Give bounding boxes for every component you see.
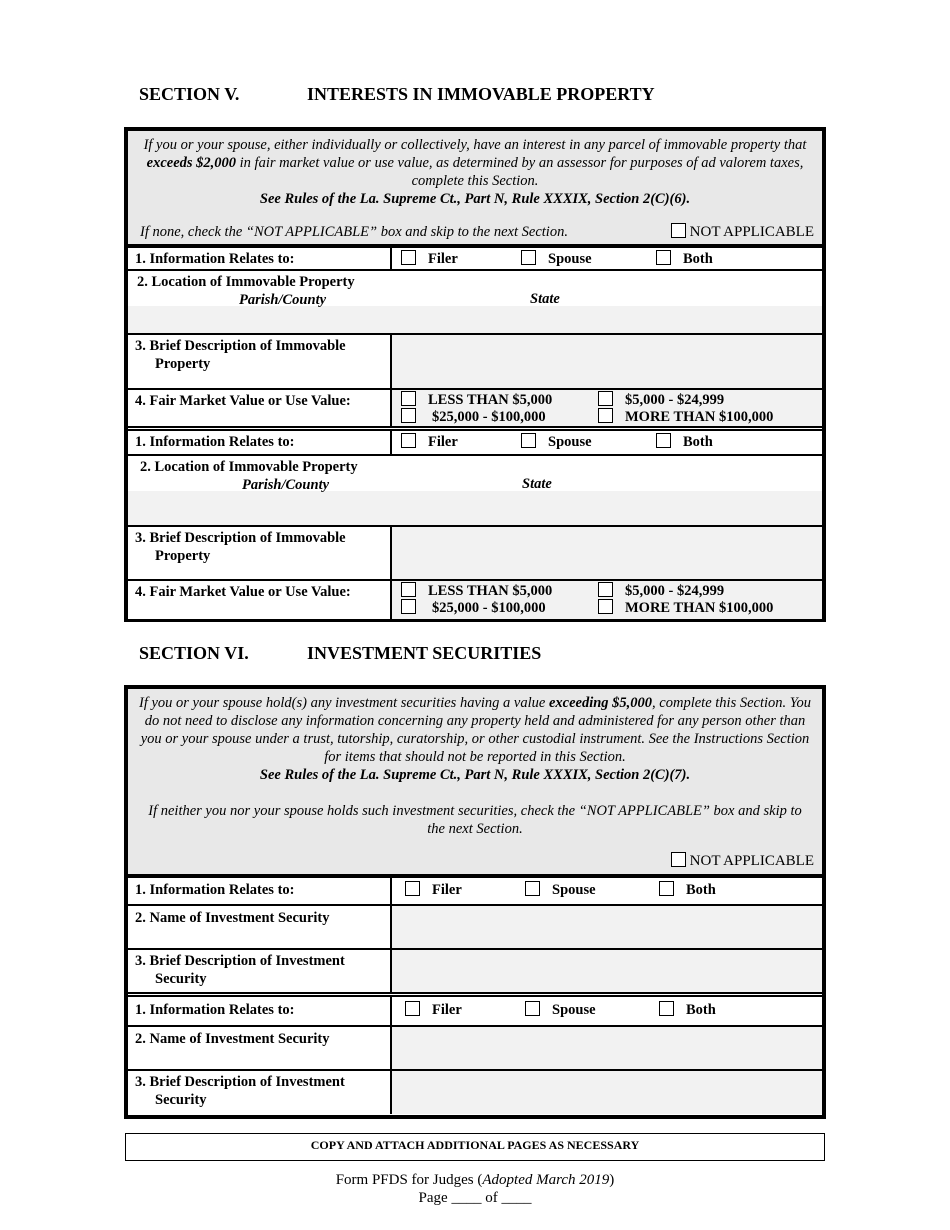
section-5-title: INTERESTS IN IMMOVABLE PROPERTY [307,84,655,104]
filer-checkbox[interactable] [405,881,420,896]
section-6-intro-bold: exceeding $5,000 [548,695,653,711]
s6-e2-name-row [128,1025,822,1069]
s6-e1-relates-label: 1. Information Relates to: [128,878,392,904]
s5-e2-relates-row [128,426,822,454]
form-adopted-date: Adopted March 2019 [482,1172,610,1188]
both-checkbox[interactable] [659,881,674,896]
s6-e2-relates-label: 1. Information Relates to: [128,997,392,1025]
s5-e1-value-row [128,388,822,426]
parish-county-label: Parish/County [239,292,327,308]
s5-e1-v2-option[interactable] [598,391,724,409]
page-total-blank[interactable]: ____ [501,1190,532,1206]
s6-e2-name-input[interactable] [392,1027,822,1069]
s5-e1-description-input[interactable] [392,335,822,388]
s5-e1-value-label: 4. Fair Market Value or Use Value: [128,390,392,426]
value-checkbox[interactable] [598,391,613,406]
s6-e1-name-row [128,904,822,948]
value-checkbox[interactable] [401,408,416,423]
s5-e1-relates-options [392,248,822,269]
s5-e1-location-label [128,271,392,306]
value-label: $25,000 - $100,000 [432,409,546,425]
filer-label: Filer [432,882,462,898]
spouse-label: Spouse [548,251,592,267]
description-label-2: Security [155,1092,207,1108]
filer-label: Filer [432,1002,462,1018]
s6-e1-relates-row [128,874,822,904]
section-5-not-applicable[interactable] [671,223,814,241]
s5-e2-spouse-option[interactable] [521,433,592,451]
filer-checkbox[interactable] [401,433,416,448]
value-label: MORE THAN $100,000 [625,409,774,425]
s6-e2-spouse-option[interactable] [525,1001,596,1019]
value-checkbox[interactable] [598,582,613,597]
s5-e1-location-row [128,269,822,306]
section-6-heading [139,643,541,664]
filer-label: Filer [428,434,458,450]
s6-e1-spouse-option[interactable] [525,881,596,899]
spouse-label: Spouse [552,1002,596,1018]
s5-e1-relates-row [128,244,822,269]
state-label: State [530,291,560,307]
value-label: LESS THAN $5,000 [428,392,553,408]
location-label: 2. Location of Immovable Property [137,274,355,290]
s5-e1-filer-option[interactable] [401,250,458,268]
value-checkbox[interactable] [598,408,613,423]
s6-e1-filer-option[interactable] [405,881,462,899]
s6-e1-relates-options [392,878,822,904]
section-5-number: SECTION V. [139,84,240,104]
s6-e1-name-input[interactable] [392,906,822,948]
description-label-1: 3. Brief Description of Investment [135,1074,345,1090]
value-label: $25,000 - $100,000 [432,600,546,616]
s5-e2-description-row [128,525,822,579]
value-checkbox[interactable] [401,599,416,614]
location-label: 2. Location of Immovable Property [140,459,358,475]
section-6-intro-text-b: , complete this Section. You do not need to disclose any information concerning any property held and administered for any person other than you or your spouse under a trust, tutorship, curatorship, or other custodial instrument. See the Instructions Section for items that should not be reported in this Section. [140,695,811,765]
s5-e2-value-options [392,581,822,619]
section-6-title: INVESTMENT SECURITIES [307,643,542,663]
value-label: $5,000 - $24,999 [625,392,725,408]
description-label-1: 3. Brief Description of Immovable [135,338,346,354]
section-6-intro-text-a: If you or your spouse hold(s) any investment securities having a value [139,695,549,711]
state-label: State [522,476,552,492]
filer-label: Filer [428,251,458,267]
spouse-label: Spouse [552,882,596,898]
s6-e2-description-label [128,1071,392,1114]
value-label: MORE THAN $100,000 [625,600,774,616]
s5-e1-spouse-option[interactable] [521,250,592,268]
s6-e1-description-input[interactable] [392,950,822,992]
both-label: Both [683,251,713,267]
s5-e1-description-row [128,333,822,388]
s5-e2-location-label [128,456,392,491]
s5-e2-description-input[interactable] [392,527,822,579]
s6-e1-both-option[interactable] [659,881,716,899]
spouse-checkbox[interactable] [521,433,536,448]
both-checkbox[interactable] [656,250,671,265]
section-6-rule: See Rules of the La. Supreme Ct., Part N, Rule XXXIX, Section 2(C)(7). [259,767,691,783]
both-label: Both [683,434,713,450]
spouse-label: Spouse [548,434,592,450]
s6-e2-name-label: 2. Name of Investment Security [128,1027,392,1069]
spouse-checkbox[interactable] [525,1001,540,1016]
section-5-intro-text-a: If you or your spouse, either individually or collectively, have an interest in any parcel of immovable property that [143,137,807,153]
filer-checkbox[interactable] [405,1001,420,1016]
form-id-close: ) [609,1172,615,1188]
section-6-number: SECTION VI. [139,643,249,663]
section-5-box [124,127,826,622]
s6-e2-filer-option[interactable] [405,1001,462,1019]
parish-county-label: Parish/County [242,477,330,493]
section-5-rule: See Rules of the La. Supreme Ct., Part N, Rule XXXIX, Section 2(C)(6). [259,191,691,207]
spouse-checkbox[interactable] [525,881,540,896]
attach-notice: COPY AND ATTACH ADDITIONAL PAGES AS NECESSARY [125,1133,825,1161]
section-5-none-text: If none, check the “NOT APPLICABLE” box and skip to the next Section. [140,224,568,240]
s6-e2-relates-row [128,992,822,1025]
value-label: LESS THAN $5,000 [428,583,553,599]
s5-e2-relates-label: 1. Information Relates to: [128,431,392,454]
s5-e1-v4-option[interactable] [598,408,773,426]
section-5-intro-bold: exceeds $2,000 [146,155,237,171]
s5-e2-location-input[interactable] [128,491,822,525]
s6-e2-relates-options [392,997,822,1025]
s5-e1-v3-option[interactable] [401,408,546,426]
section-5-intro-text-b: in fair market value or use value, as determined by an assessor for purposes of ad valorem taxes, complete this Section. [236,155,804,189]
s5-e1-description-label [128,335,392,388]
s5-e2-value-label: 4. Fair Market Value or Use Value: [128,581,392,619]
page-number [0,1190,950,1207]
section-6-none-text: If neither you nor your spouse holds such investment securities, check the “NOT APPLICABLE” box and skip to the next Section. [148,803,802,837]
value-checkbox[interactable] [401,582,416,597]
s5-e2-v3-option[interactable] [401,599,546,617]
description-label-2: Property [155,548,211,564]
s5-e2-relates-options [392,431,822,454]
page-of-label: of [485,1190,498,1206]
s5-e1-relates-label: 1. Information Relates to: [128,248,392,269]
section-6-not-applicable[interactable] [671,852,814,870]
s5-e2-description-label [128,527,392,579]
not-applicable-checkbox[interactable] [671,223,686,238]
description-label-2: Property [155,356,211,372]
description-label-1: 3. Brief Description of Investment [135,953,345,969]
description-label-2: Security [155,971,207,987]
s5-e2-v2-option[interactable] [598,582,724,600]
form-id [0,1172,950,1189]
s6-e2-description-input[interactable] [392,1071,822,1114]
filer-checkbox[interactable] [401,250,416,265]
s5-e2-both-option[interactable] [656,433,713,451]
not-applicable-label: NOT APPLICABLE [689,853,814,869]
s5-e2-location-row [128,454,822,491]
s5-e2-v4-option[interactable] [598,599,773,617]
spouse-checkbox[interactable] [521,250,536,265]
page-current-blank[interactable]: ____ [451,1190,482,1206]
page-label: Page [418,1190,448,1206]
s5-e1-value-options [392,390,822,426]
s5-e1-location-input[interactable] [128,306,822,333]
s6-e1-description-label [128,950,392,992]
both-checkbox[interactable] [659,1001,674,1016]
s6-e1-description-row [128,948,822,992]
value-checkbox[interactable] [598,599,613,614]
value-label: $5,000 - $24,999 [625,583,725,599]
not-applicable-checkbox[interactable] [671,852,686,867]
form-id-text: Form PFDS for Judges ( [335,1172,483,1188]
s5-e1-both-option[interactable] [656,250,713,268]
s5-e1-v1-option[interactable] [401,391,552,409]
section-5-intro [128,131,822,244]
not-applicable-label: NOT APPLICABLE [689,224,814,240]
value-checkbox[interactable] [401,391,416,406]
s5-e2-value-row [128,579,822,619]
s6-e1-name-label: 2. Name of Investment Security [128,906,392,948]
description-label-1: 3. Brief Description of Immovable [135,530,346,546]
s5-e1-state-col [392,271,822,306]
section-6-intro [128,689,822,874]
both-label: Both [686,882,716,898]
section-6-box [124,685,826,1119]
s6-e2-description-row [128,1069,822,1114]
section-5-heading [139,84,655,105]
s5-e2-filer-option[interactable] [401,433,458,451]
s6-e2-both-option[interactable] [659,1001,716,1019]
both-label: Both [686,1002,716,1018]
both-checkbox[interactable] [656,433,671,448]
s5-e2-v1-option[interactable] [401,582,552,600]
s5-e2-state-col [392,456,822,491]
